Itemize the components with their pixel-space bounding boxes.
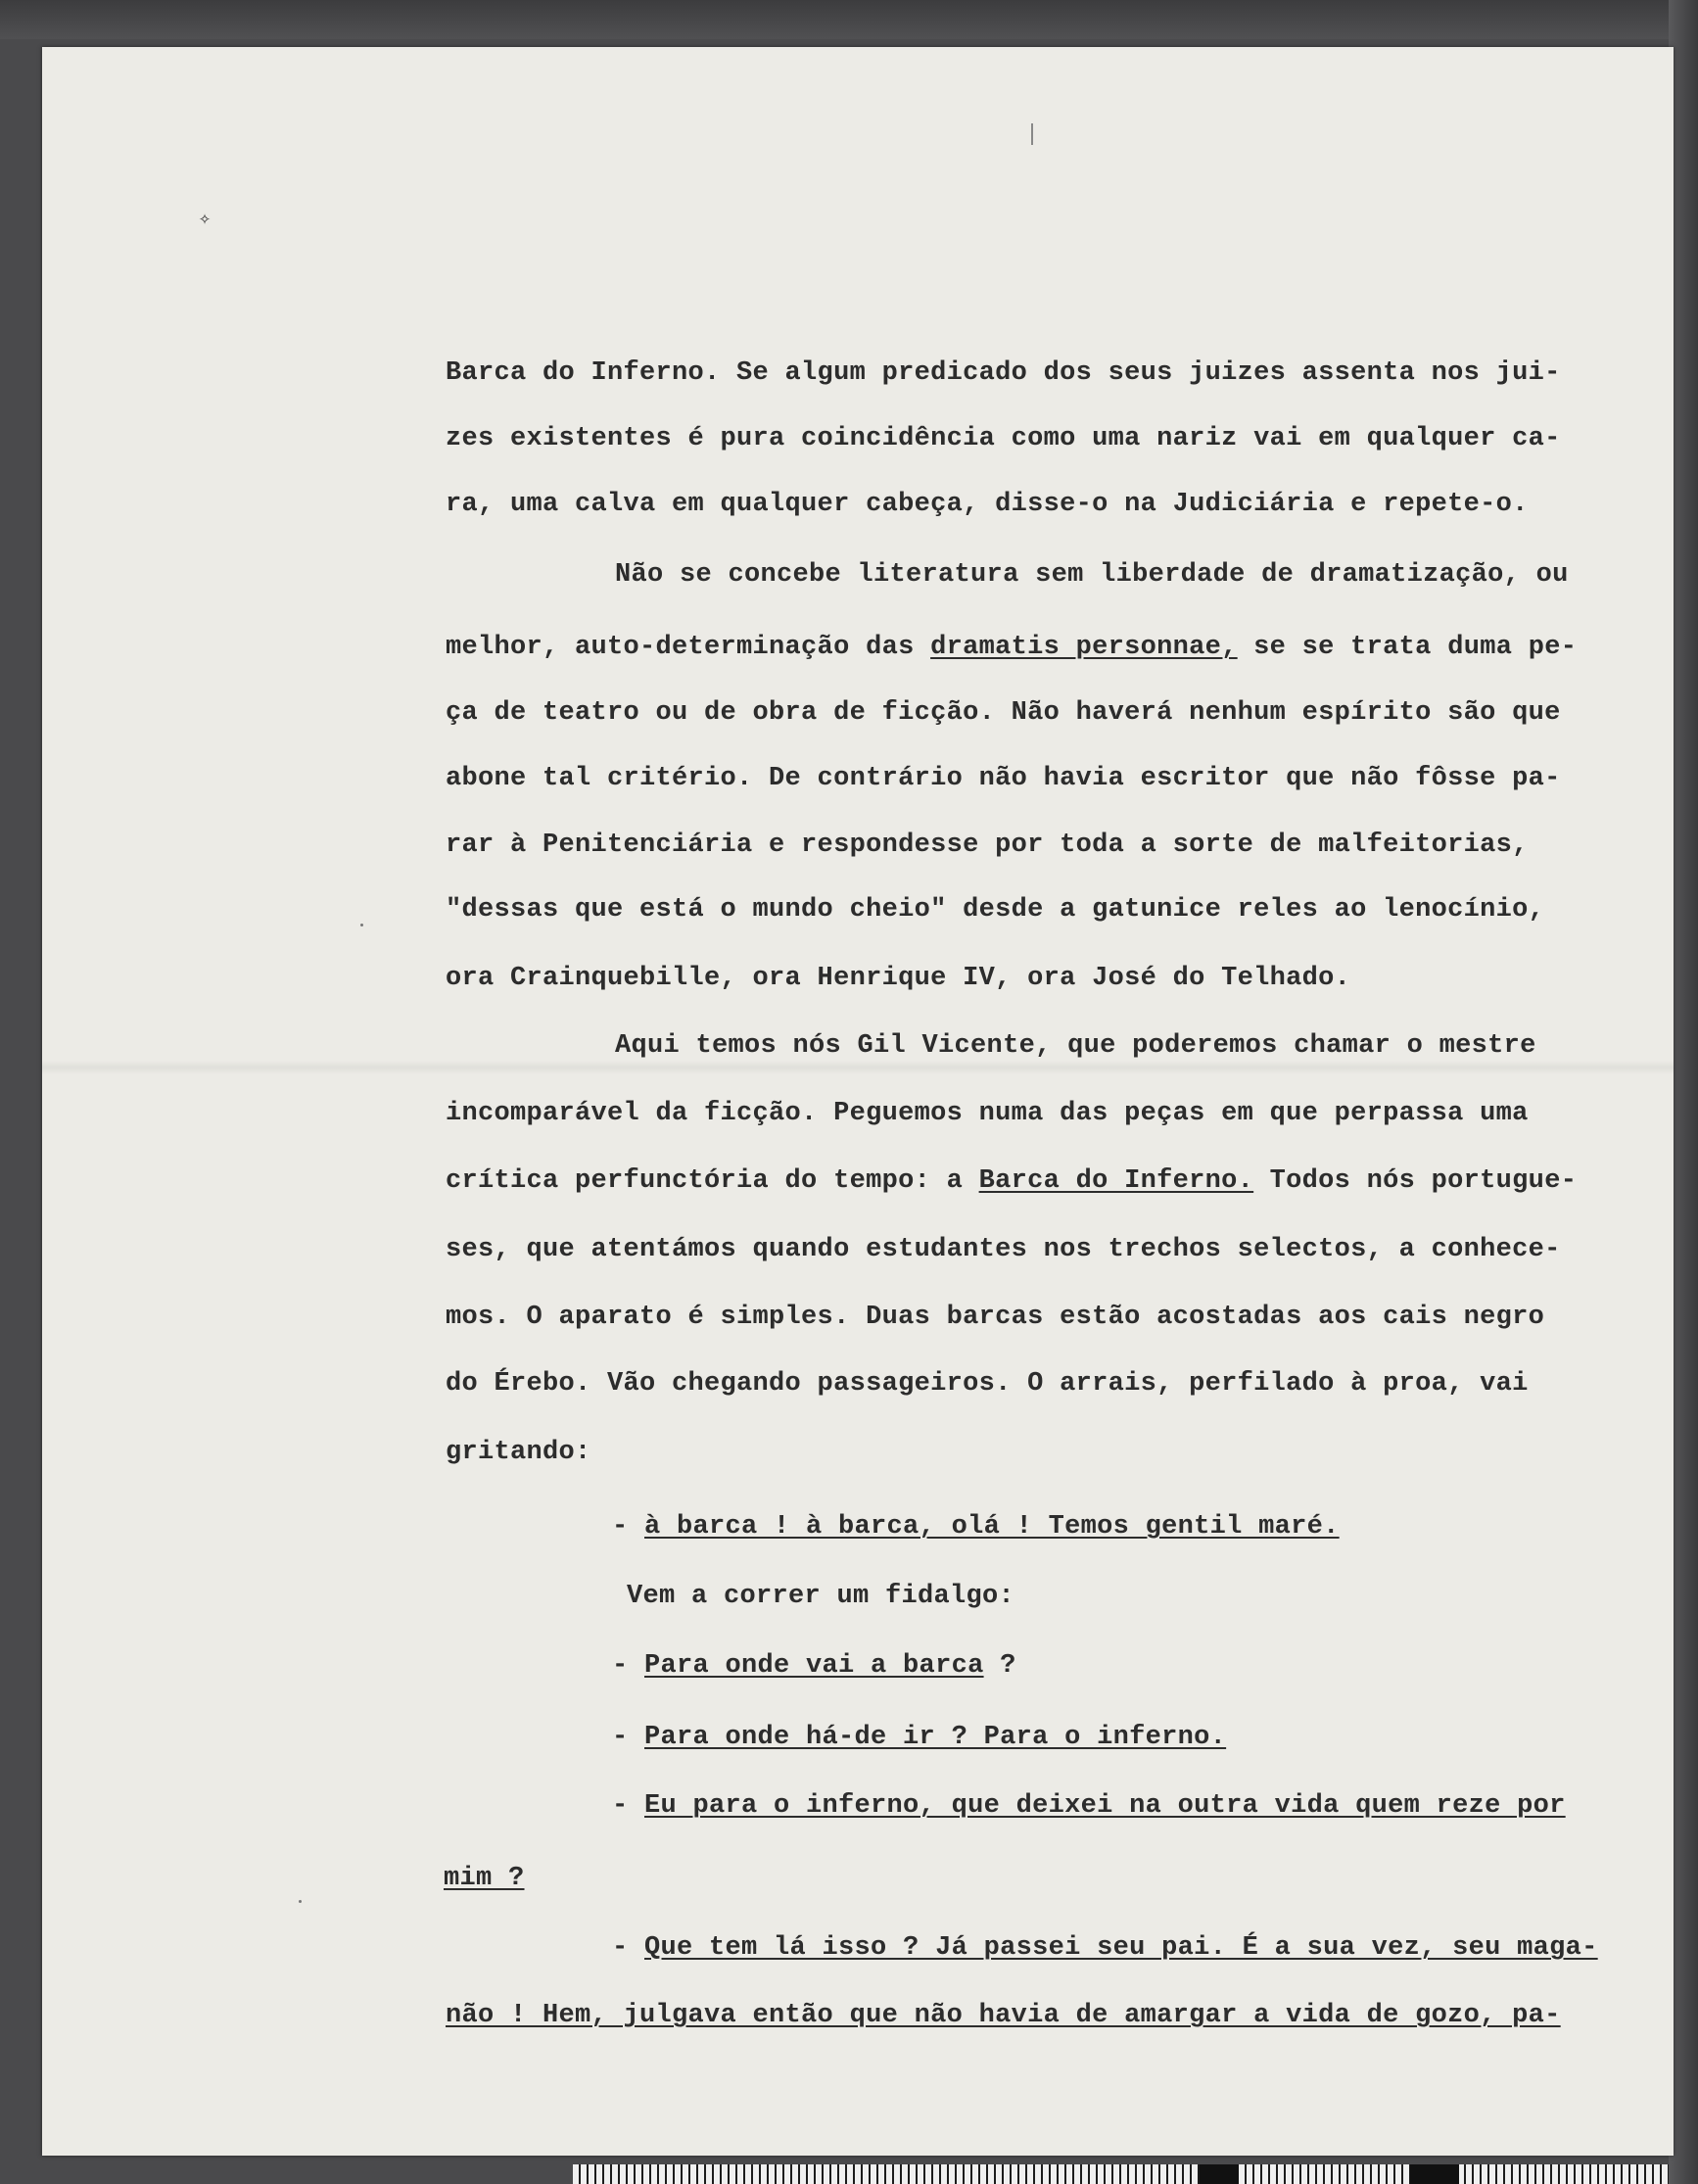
text-line (446, 358, 1561, 388)
text-line (612, 1933, 1598, 1963)
line-text: "dessas que está o mundo cheio" desde a gatunice reles ao lenocínio, (446, 895, 1545, 925)
text-line (444, 1864, 525, 1893)
line-text: se se trata duma pe- (1237, 633, 1578, 662)
line-text: zes existentes é pura coincidência como uma nariz vai em qualquer ca- (446, 424, 1561, 453)
text-line (612, 1791, 1566, 1821)
line-text: ses, que atentámos quando estudantes nos trechos selectos, a conhece- (446, 1235, 1561, 1264)
text-line (446, 895, 1544, 925)
underlined-text: Eu para o inferno, que deixei na outra vida quem reze por (644, 1791, 1566, 1821)
text-line (612, 1723, 1226, 1752)
line-text: - (612, 1933, 645, 1963)
text-line (446, 490, 1529, 519)
line-text: - (612, 1651, 645, 1681)
line-text: rar à Penitenciária e respondesse por toda a sorte de malfeitorias, (446, 831, 1529, 860)
paper-fold (42, 1061, 1674, 1074)
underlined-text: à barca ! à barca, olá ! Temos gentil maré. (644, 1512, 1340, 1542)
underlined-text: dramatis personnae, (930, 633, 1238, 662)
paper-speck (299, 1900, 302, 1903)
line-text: ? (983, 1651, 1016, 1681)
line-text: do Érebo. Vão chegando passageiros. O arrais, perfilado à proa, vai (446, 1369, 1529, 1399)
line-text: Vem a correr um fidalgo: (627, 1582, 1015, 1611)
text-line (446, 1166, 1577, 1196)
underlined-text: mim ? (444, 1864, 525, 1893)
ink-blot-icon: ✧ (199, 209, 212, 231)
underlined-text: Barca do Inferno. (978, 1166, 1254, 1196)
text-line (615, 560, 1569, 590)
underlined-text: não ! Hem, julgava então que não havia de amargar a vida de gozo, pa- (446, 2001, 1561, 2030)
text-line (446, 424, 1561, 453)
line-text: - (612, 1791, 645, 1821)
text-line (446, 2001, 1561, 2030)
text-line (615, 1031, 1536, 1061)
paper-speck (360, 924, 363, 926)
text-line (612, 1651, 1016, 1681)
text-line (612, 1512, 1340, 1542)
line-text: Aqui temos nós Gil Vicente, que poderemos chamar o mestre (615, 1031, 1536, 1061)
line-text: - (612, 1723, 645, 1752)
scale-ruler-block (1200, 2164, 1239, 2184)
text-line (446, 1235, 1561, 1264)
line-text: Barca do Inferno. Se algum predicado dos seus juizes assenta nos jui- (446, 358, 1561, 388)
underlined-text: Que tem lá isso ? Já passei seu pai. É a sua vez, seu maga- (644, 1933, 1598, 1963)
line-text: mos. O aparato é simples. Duas barcas estão acostadas aos cais negro (446, 1303, 1545, 1332)
line-text: gritando: (446, 1438, 591, 1467)
typewritten-page (42, 47, 1674, 2156)
scale-ruler-block (1410, 2164, 1459, 2184)
underlined-text: Para onde há-de ir ? Para o inferno. (644, 1723, 1227, 1752)
text-line (446, 1438, 591, 1467)
underlined-text: Para onde vai a barca (644, 1651, 984, 1681)
line-text: Todos nós portugue- (1253, 1166, 1578, 1196)
scan-background-top (0, 0, 1698, 39)
line-text: crítica perfunctória do tempo: a (446, 1166, 979, 1196)
text-line (446, 1099, 1529, 1128)
line-text: Não se concebe literatura sem liberdade de dramatização, ou (615, 560, 1569, 590)
line-text: incomparável da ficção. Peguemos numa das peças em que perpassa uma (446, 1099, 1529, 1128)
text-line (627, 1582, 1014, 1611)
text-line (446, 698, 1561, 728)
pencil-mark (1031, 123, 1033, 145)
text-line (446, 831, 1529, 860)
line-text: melhor, auto-determinação das (446, 633, 931, 662)
text-line (446, 764, 1561, 793)
text-line (446, 633, 1577, 662)
line-text: ra, uma calva em qualquer cabeça, disse-o na Judiciária e repete-o. (446, 490, 1529, 519)
text-line (446, 1369, 1529, 1399)
line-text: ora Crainquebille, ora Henrique IV, ora José do Telhado. (446, 964, 1351, 993)
text-line (446, 964, 1350, 993)
line-text: - (612, 1512, 645, 1542)
line-text: ça de teatro ou de obra de ficção. Não haverá nenhum espírito são que (446, 698, 1561, 728)
scale-ruler (573, 2164, 1669, 2184)
line-text: abone tal critério. De contrário não havia escritor que não fôsse pa- (446, 764, 1561, 793)
text-line (446, 1303, 1544, 1332)
